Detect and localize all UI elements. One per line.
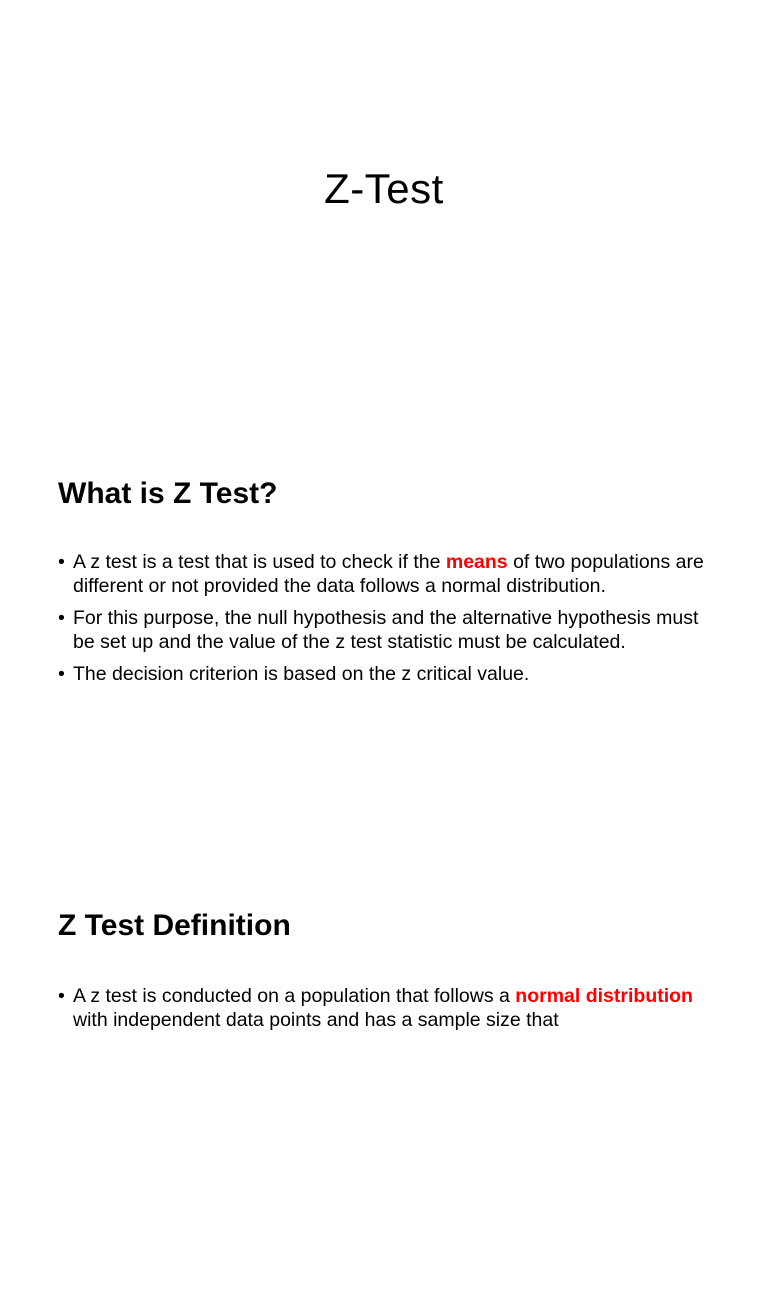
bullet-item <box>58 662 718 686</box>
title-slide <box>0 0 768 432</box>
bullet-text: A z test is a test that is used to check if the <box>73 551 446 573</box>
bullet-text-continued: of two populations are different or not provided the data follows a normal distribution. <box>73 551 704 597</box>
main-title: Z-Test <box>324 165 444 212</box>
bullet-list <box>58 550 718 694</box>
highlighted-term: normal distribution <box>515 985 693 1007</box>
what-is-z-test-slide <box>0 432 768 864</box>
bullet-text-continued: with independent data points and has a sample size that <box>73 1009 559 1031</box>
bullet-text: The decision criterion is based on the z critical value. <box>73 663 530 685</box>
bullet-dot-icon: • <box>58 551 65 573</box>
slide-heading: Z Test Definition <box>58 909 291 942</box>
bullet-item <box>58 606 718 654</box>
bullet-dot-icon: • <box>58 985 65 1007</box>
slide-heading: What is Z Test? <box>58 477 278 510</box>
bullet-text: A z test is conducted on a population that follows a <box>73 985 516 1007</box>
z-test-definition-slide <box>0 864 768 1296</box>
bullet-dot-icon: • <box>58 663 65 685</box>
bullet-item <box>58 984 718 1032</box>
bullet-item <box>58 550 718 598</box>
highlighted-term: means <box>445 551 508 573</box>
bullet-text: For this purpose, the null hypothesis and the alternative hypothesis must be set up and the value of the z test statistic must be calculated. <box>73 607 699 653</box>
bullet-dot-icon: • <box>58 607 65 629</box>
bullet-list <box>58 984 718 1040</box>
